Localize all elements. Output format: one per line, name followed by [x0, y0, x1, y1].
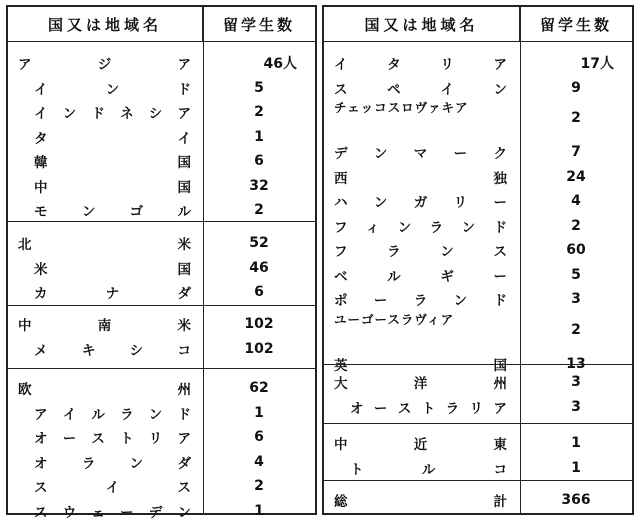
- table-row: [8, 174, 315, 198]
- table-header: [8, 7, 315, 42]
- country-name: イ タ リ ア: [334, 57, 507, 73]
- student-count: 5: [571, 266, 581, 283]
- student-count: 1: [254, 404, 264, 421]
- table-row: [324, 395, 632, 419]
- student-count: 2: [571, 110, 581, 126]
- country-name: イ ン ド ネ シ ア: [34, 106, 191, 122]
- student-count: 24: [566, 168, 586, 185]
- country-name: 米 国: [34, 261, 191, 278]
- student-count: 5: [254, 79, 264, 96]
- country-name: モ ン ゴ ル: [34, 204, 191, 220]
- region-row: [324, 370, 632, 394]
- student-count: 32: [249, 177, 269, 194]
- country-name: タ イ: [34, 130, 191, 147]
- student-count: 9: [571, 79, 581, 96]
- group-separator: [8, 221, 315, 222]
- student-count: 1: [571, 435, 581, 451]
- table-row: [324, 140, 632, 164]
- table-row: [8, 401, 315, 425]
- country-name: チェッコスロヴァキア: [334, 100, 469, 115]
- student-count: 62: [249, 380, 269, 396]
- student-count: 3: [571, 398, 581, 415]
- table-row: [324, 263, 632, 287]
- region-row: [8, 312, 315, 336]
- table-row: [8, 474, 315, 498]
- country-name: カ ナ ダ: [34, 286, 191, 302]
- table-row: [8, 450, 315, 474]
- table-row: [8, 100, 315, 124]
- student-count: 6: [254, 153, 264, 169]
- country-name: 大 洋 州: [334, 376, 507, 392]
- country-name: イ ン ド: [34, 81, 191, 98]
- country-name: オ ー ス ト ラ リ ア: [350, 400, 507, 417]
- region-row: [8, 51, 315, 75]
- country-name: フ ィ ン ラ ン ド: [334, 219, 507, 236]
- student-count: 4: [571, 193, 581, 209]
- total-row: [324, 488, 632, 512]
- country-name: フ ラ ン ス: [334, 244, 507, 260]
- student-count: 17人: [580, 56, 614, 72]
- student-count: 6: [254, 429, 264, 445]
- student-count: 7: [571, 144, 581, 160]
- country-name: オ ー ス ト リ ア: [34, 431, 191, 447]
- table-row: [8, 198, 315, 222]
- student-count: 1: [254, 128, 264, 145]
- student-count: 13: [566, 355, 586, 372]
- country-name: ハ ン ガ リ ー: [334, 195, 507, 211]
- student-count: 2: [571, 217, 581, 234]
- table-row: [8, 337, 315, 361]
- student-count: 102: [244, 340, 274, 357]
- group-separator: [8, 305, 315, 306]
- table-row: [324, 456, 632, 480]
- header-student-count: 留学生数: [202, 7, 315, 41]
- country-name: メ キ シ コ: [34, 342, 191, 359]
- student-count: 46人: [263, 56, 297, 72]
- header-country-name: 国又は地域名: [47, 15, 162, 34]
- country-name: 西 独: [334, 170, 507, 187]
- country-name: 英 国: [334, 357, 507, 374]
- region-row: [8, 231, 315, 255]
- table-row: [324, 287, 632, 311]
- country-name: ス ペ イ ン: [334, 81, 507, 98]
- student-count: 102: [244, 316, 274, 332]
- table-header: [324, 7, 632, 42]
- student-count: 1: [571, 459, 581, 476]
- table-row: [324, 100, 632, 136]
- country-name: 中 南 米: [18, 318, 191, 334]
- country-name: 中 近 東: [334, 437, 507, 453]
- student-count: 366: [561, 492, 591, 508]
- student-count: 3: [571, 291, 581, 307]
- table-row: [324, 214, 632, 238]
- student-count: 2: [254, 478, 264, 494]
- country-name: 欧 州: [18, 382, 191, 398]
- header-country-name: 国又は地域名: [364, 15, 479, 34]
- table-row: [324, 189, 632, 213]
- region-row: [324, 431, 632, 455]
- table-row: [8, 499, 315, 523]
- student-count: 1: [254, 502, 264, 519]
- student-count: 3: [571, 374, 581, 390]
- table-row: [324, 312, 632, 348]
- country-name: ア ジ ア: [18, 57, 191, 73]
- table-row: [8, 256, 315, 280]
- student-count: 2: [254, 104, 264, 120]
- table-row: [324, 238, 632, 262]
- table-right: [322, 5, 634, 515]
- student-count: 60: [566, 242, 586, 258]
- student-count: 2: [254, 202, 264, 218]
- country-name: ユーゴースラヴィア: [334, 311, 455, 327]
- country-name: ス ウ ェ ー デ ン: [34, 504, 191, 521]
- student-count: 2: [571, 321, 581, 338]
- group-separator: [324, 480, 632, 481]
- region-row: [8, 376, 315, 400]
- student-count: 4: [254, 453, 264, 470]
- table-row: [324, 76, 632, 100]
- group-separator: [324, 423, 632, 424]
- student-count: 52: [249, 235, 269, 251]
- header-student-count: 留学生数: [519, 7, 632, 41]
- table-row: [324, 51, 632, 75]
- country-name: ア イ ル ラ ン ド: [34, 406, 191, 423]
- country-name: ス イ ス: [34, 480, 191, 496]
- table-row: [8, 125, 315, 149]
- table-left: [6, 5, 317, 521]
- country-name: ポ ー ラ ン ド: [334, 293, 507, 309]
- country-name: ベ ル ギ ー: [334, 268, 507, 285]
- country-name: 中 国: [34, 179, 191, 196]
- table-row: [8, 280, 315, 304]
- country-name: ト ル コ: [350, 461, 507, 478]
- country-name: 韓 国: [34, 155, 191, 171]
- country-name: オ ラ ン ダ: [34, 455, 191, 472]
- table-row: [8, 149, 315, 173]
- table-row: [8, 425, 315, 449]
- country-name: 総 計: [334, 494, 507, 510]
- country-name: 北 米: [18, 237, 191, 253]
- group-separator: [8, 368, 315, 369]
- group-separator: [324, 364, 632, 365]
- student-count: 46: [249, 259, 269, 276]
- table-row: [324, 165, 632, 189]
- table-row: [8, 76, 315, 100]
- student-count: 6: [254, 284, 264, 300]
- country-name: デ ン マ ー ク: [334, 146, 507, 162]
